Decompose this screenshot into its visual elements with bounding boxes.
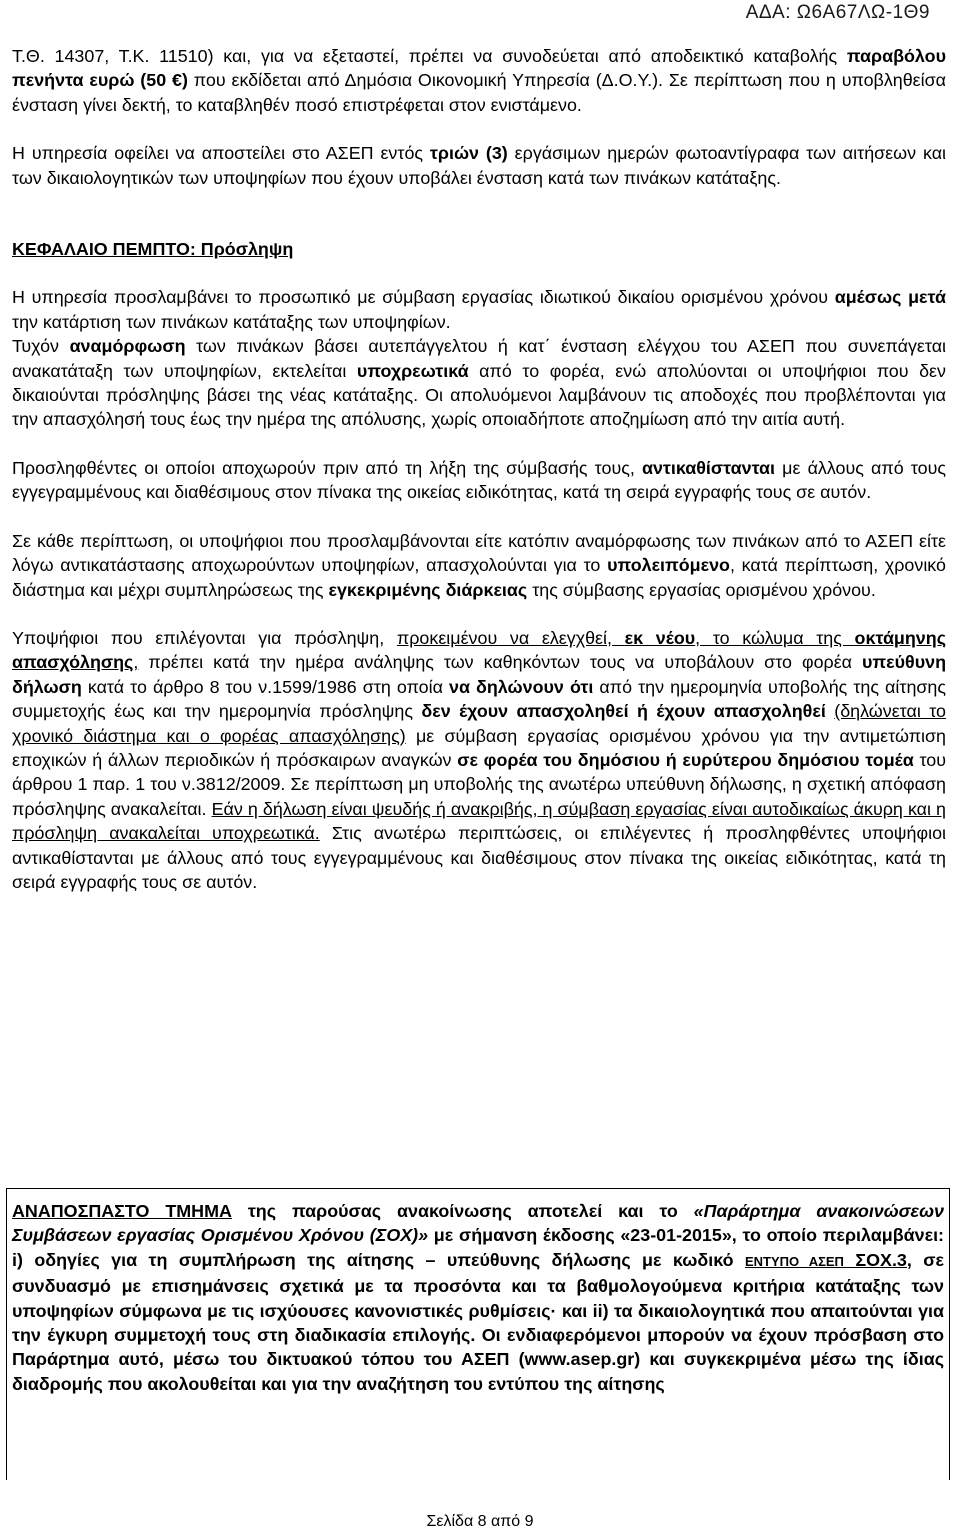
- text: Σε κάθε περίπτωση, οι υποψήφιοι που προσλαμβάνονται είτε κατόπιν αναμόρφωσης των πινάκων από το ΑΣΕΠ είτε λόγω αντικατάστασης αποχωρούντων υποψηφίων, απασχολούνται για το: [12, 530, 946, 576]
- text: κατά το άρθρο 8 του ν.1599/1986 στη οποία: [81, 676, 450, 697]
- page-number: Σελίδα 8 από 9: [426, 1513, 534, 1530]
- emphasis: υποχρεωτικά: [356, 360, 469, 381]
- annex-paragraph: [12, 1199, 944, 1396]
- text: που εκδίδεται από Δημόσια Οικονομική Υπηρεσία (Δ.Ο.Υ.). Σε περίπτωση που η υποβληθείσα ένσταση γίνει δεκτή, το καταβληθέν ποσό επιστρέφεται στον ενιστάμενο.: [12, 70, 946, 115]
- text: της σύμβασης εργασίας ορισμένου χρόνου.: [527, 579, 876, 600]
- paragraph-reformation: [12, 334, 946, 432]
- text: των πινάκων βάσει αυτεπάγγελτου ή κατ΄ ένσταση ελέγχου του ΑΣΕΠ που συνεπάγεται ανακατάταξη των υποψηφίων, εκτελείται: [12, 336, 947, 381]
- underlined-text: προκειμένου να ελεγχθεί,: [396, 627, 625, 648]
- paragraph-hiring: [12, 285, 946, 334]
- text: , κατά περίπτωση, χρονικό διάστημα και μέχρι συμπληρώσεως της: [12, 555, 946, 600]
- form-code: ΣΟΧ.3,: [843, 1249, 912, 1270]
- fee-amount: παραβόλου πενήντα ευρώ (50 €): [12, 46, 946, 91]
- form-code: ΕΝΤΥΠΟ ΑΣΕΠ: [744, 1253, 844, 1269]
- text: Η υπηρεσία προσλαμβάνει το προσωπικό με σύμβαση εργασίας ιδιωτικού δικαίου ορισμένου χρόνου: [12, 287, 835, 308]
- document-body: [12, 44, 946, 894]
- underlined-text: ,: [133, 652, 139, 673]
- text: την κατάρτιση των πινάκων κατάταξης των υποψηφίων.: [12, 311, 451, 332]
- text: με σύμβαση εργασίας ορισμένου χρόνου για την αντιμετώπιση εποχικών ή άλλων περιοδικών ή πρόσκαιρων αναγκών: [12, 725, 946, 770]
- text: πρέπει κατά την ημέρα ανάληψης των καθηκόντων τους να υποβάλουν στο φορέα: [138, 652, 863, 673]
- text: σε συνδυασμό με επισημάνσεις σχετικά με τα προσόντα και τα βαθμολογούμενα κριτήρια κατάταξης των υποψηφίων σύμφωνα με τις ισχύουσες κανονιστικές ρυθμίσεις· και ii) τα δικαιολογητικά που απαιτούνται για την έγκυρη συμμετοχή τους στη διαδικασία επιλογής. Οι ενδιαφερόμενοι μπορούν να έχουν πρόσβαση στο Παράρτημα αυτό, μέσω του δικτυακού τόπου του ΑΣΕΠ (www.asep.gr) και συγκεκριμένα μέσω της ίδιας διαδρομής που ακολουθείται και για την αναζήτηση του εντύπου της αίτησης: [12, 1249, 944, 1394]
- emphasis: εγκεκριμένης διάρκειας: [328, 579, 528, 600]
- text: Στις ανωτέρω περιπτώσεις, οι επιλέγεντες ή προσληφθέντες υποψήφιοι αντικαθίστανται με άλλους από τους εγγεγραμμένους και διαθέσιμους στον πίνακα της οικείας ειδικότητας, κατά τη σειρά εγγραφής τους σε αυτόν.: [12, 823, 946, 892]
- emphasis: υπολειπόμενο: [607, 555, 730, 576]
- detachable-section-box: [6, 1188, 950, 1480]
- paragraph-remaining-term: [12, 529, 946, 602]
- emphasis: δεν έχουν απασχοληθεί ή έχουν απασχοληθεί: [421, 701, 826, 722]
- paragraph-declaration: [12, 626, 946, 894]
- underlined-text: , το κώλυμα της: [695, 627, 855, 648]
- text: με άλλους από τους εγγεγραμμένους και διαθέσιμους στον πίνακα της οικείας ειδικότητας, κατά τη σειρά εγγραφής τους σε αυτόν.: [12, 457, 946, 503]
- emphasis: εκ νέου: [624, 627, 696, 648]
- text: Τυχόν: [12, 336, 70, 357]
- emphasis: οκτάμηνης απασχόλησης: [12, 627, 946, 673]
- underlined-text: Εάν η δήλωση είναι ψευδής ή ανακριβής, η σύμβαση εργασίας είναι αυτοδικαίως άκυρη και η πρόσληψη ανακαλείται υποχρεωτικά.: [12, 798, 947, 844]
- paragraph-fee: [12, 44, 946, 117]
- text: της παρούσας ανακοίνωσης αποτελεί και το: [231, 1201, 694, 1221]
- emphasis: σε φορέα του δημόσιου ή ευρύτερου δημόσιου τομέα: [457, 749, 914, 770]
- text: [826, 701, 834, 721]
- emphasis: να δηλώνουν ότι: [449, 676, 594, 697]
- text: Προσληφθέντες οι οποίοι αποχωρούν πριν από τη λήξη της σύμβασής τους,: [12, 457, 642, 478]
- text: με σήμανση έκδοσης «23-01-2015», το οποίο περιλαμβάνει: i) οδηγίες για τη συμπλήρωση της αίτησης – υπεύθυνης δήλωσης με κωδικό: [12, 1225, 944, 1270]
- text: Η υπηρεσία οφείλει να αποστείλει στο ΑΣΕΠ εντός: [12, 143, 430, 164]
- days-count: τριών (3): [429, 143, 508, 164]
- emphasis: αμέσως μετά: [834, 287, 946, 308]
- text: Τ.Θ. 14307, Τ.Κ. 11510) και, για να εξεταστεί, πρέπει να συνοδεύεται από αποδεικτικό καταβολής: [12, 46, 847, 66]
- emphasis: αντικαθίστανται: [641, 457, 776, 478]
- text: του άρθρου 1 παρ. 1 του ν.3812/2009. Σε περίπτωση μη υποβολής της ανωτέρω υπεύθυνη δήλωσης, η σχετική απόφαση πρόσληψης ανακαλείται.: [12, 749, 946, 819]
- annex-title: «Παράρτημα ανακοινώσεων Συμβάσεων εργασίας Ορισμένου Χρόνου (ΣΟΧ)»: [12, 1201, 944, 1246]
- paragraph-asep-send: [12, 141, 946, 190]
- underlined-text: ΑΝΑΠΟΣΠΑΣΤΟ ΤΜΗΜΑ: [12, 1201, 232, 1221]
- underlined-text: (δηλώνεται το χρονικό διάστημα και ο φορέας απασχόλησης): [12, 701, 946, 746]
- emphasis: υπεύθυνη δήλωση: [12, 652, 946, 697]
- emphasis: αναμόρφωση: [69, 336, 186, 357]
- paragraph-replacement: [12, 456, 946, 505]
- text: από το φορέα, ενώ απολύονται οι υποψήφιοι που δεν δικαιούνται πρόσληψης βάσει της νέας κατάταξης. Οι απολυόμενοι λαμβάνουν τις αποδοχές που προβλέπονται για την απασχόλησή τους έως την ημέρα της απόλυσης, χωρίς οποιαδήποτε αποζημίωση από την αιτία αυτή.: [12, 360, 946, 430]
- text: από την ημερομηνία υποβολής της αίτησης συμμετοχής έως και την ημερομηνία πρόσληψης: [12, 676, 947, 722]
- ada-code: ΑΔΑ: Ω6Α67ΛΩ-1Θ9: [745, 2, 930, 23]
- chapter-heading: ΚΕΦΑΛΑΙΟ ΠΕΜΠΤΟ: Πρόσληψη: [12, 239, 294, 260]
- text: Υποψήφιοι που επιλέγονται για πρόσληψη,: [12, 627, 397, 648]
- text: εργάσιμων ημερών φωτοαντίγραφα των αιτήσεων και των δικαιολογητικών των υποψηφίων που έχουν υποβάλει ένσταση κατά των πινάκων κατάταξης.: [12, 143, 947, 188]
